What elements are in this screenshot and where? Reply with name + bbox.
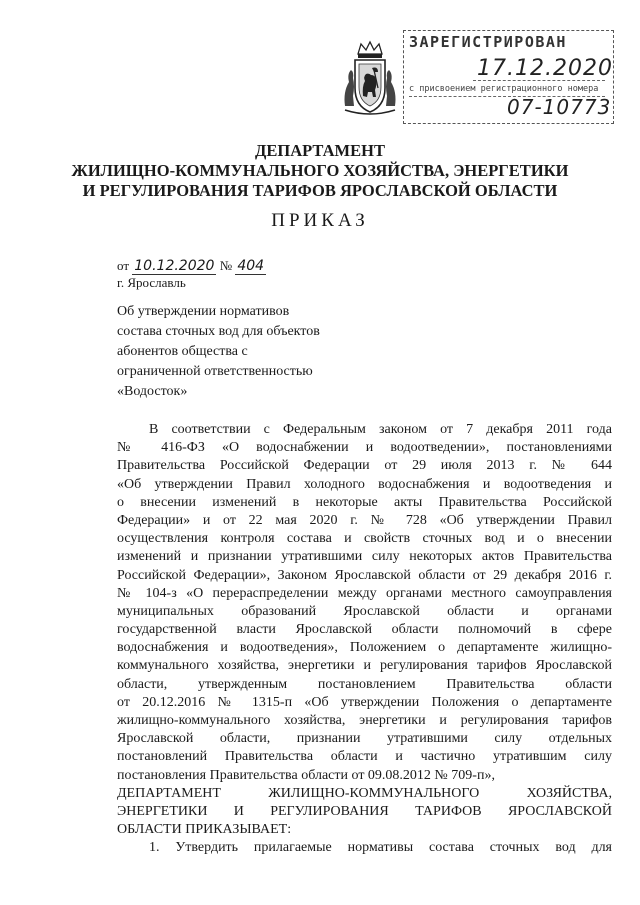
body-line: № 104-з «О перераспределении между органами местного самоуправления	[117, 585, 612, 601]
body-line: изменений и признании утратившими силу некоторых актов Правительства	[117, 549, 612, 565]
body-line: постановлений Правительства области и частично утратившим силу	[117, 749, 612, 765]
body-line: 1. Утвердить прилагаемые нормативы состава сточных вод для	[149, 840, 612, 856]
subject-line: Об утверждении нормативов	[117, 304, 290, 319]
stamp-title: ЗАРЕГИСТРИРОВАН	[409, 33, 567, 51]
stamp-date-underline	[473, 80, 605, 81]
order-body	[117, 421, 612, 858]
subject-line: состава сточных вод для объектов	[117, 324, 320, 339]
body-line: ДЕПАРТАМЕНТ ЖИЛИЩНО-КОММУНАЛЬНОГО ХОЗЯЙСТВА,	[117, 785, 612, 801]
body-line: «Об утверждении Правил холодного водоснабжения и водоотведения и	[117, 476, 612, 492]
order-subject	[117, 302, 377, 402]
body-line: от 20.12.2016 № 1315-п «Об утверждении Положения о департаменте	[117, 694, 612, 710]
order-title: ПРИКАЗ	[271, 210, 369, 231]
department-title-line-3: И РЕГУЛИРОВАНИЯ ТАРИФОВ ЯРОСЛАВСКОЙ ОБЛАСТИ	[82, 181, 558, 200]
order-date: 10.12.2020	[134, 258, 215, 274]
body-line: № 416-ФЗ «О водоснабжении и водоотведении», постановлениями	[117, 440, 612, 456]
number-prefix: №	[219, 258, 233, 273]
department-title-line-2: ЖИЛИЩНО-КОММУНАЛЬНОГО ХОЗЯЙСТВА, ЭНЕРГЕТИКИ	[71, 161, 569, 180]
body-line: осуществления контроля состава и свойств сточных вод и о внесении	[117, 531, 612, 547]
body-line: коммунального хозяйства, энергетики и регулирования тарифов Ярославской	[117, 658, 612, 674]
registration-stamp	[403, 30, 614, 124]
body-line: Российской Федерации», Законом Ярославской области от 29 декабря 2016 г.	[117, 567, 612, 583]
body-line: муниципальных образований Ярославской области и органами	[117, 603, 612, 619]
department-title-line-1: ДЕПАРТАМЕНТ	[255, 141, 385, 160]
subject-line: ограниченной ответственностью	[117, 364, 313, 379]
body-line: ОБЛАСТИ ПРИКАЗЫВАЕТ:	[117, 822, 292, 838]
order-number: 404	[237, 258, 265, 274]
order-city: г. Ярославль	[117, 275, 186, 290]
body-line: о внесении изменений в некоторые акты Правительства Российской	[117, 494, 612, 510]
body-line: государственной власти Ярославской области полномочий в сфере	[117, 622, 612, 638]
body-line: водоснабжения и водоотведения», Положением о департаменте жилищно-	[117, 640, 612, 656]
stamp-handwritten-date: 17.12.2020	[477, 56, 613, 81]
coat-of-arms-emblem	[341, 40, 399, 118]
body-line: В соответствии с Федеральным законом от 7 декабря 2011 года	[149, 422, 612, 437]
stamp-handwritten-number: 07-10773	[507, 95, 612, 119]
subject-line: абонентов общества с	[117, 344, 248, 359]
stamp-subtitle: с присвоением регистрационного номера	[409, 84, 599, 94]
date-prefix: от	[117, 258, 130, 273]
body-line: области, утвержденным постановлением Правительства области	[117, 676, 612, 692]
body-line: Федерации» и от 22 мая 2020 г. № 728 «Об утверждении Правил	[117, 512, 612, 528]
subject-line: «Водосток»	[117, 384, 188, 399]
body-line: постановления Правительства области от 09.08.2012 № 709-п»,	[117, 767, 495, 783]
body-line: Правительства Российской Федерации от 29 июля 2013 г. № 644	[117, 458, 612, 474]
body-line: жилищно-коммунального хозяйства, энергетики и регулирования тарифов	[117, 713, 612, 728]
order-date-line	[117, 258, 266, 274]
body-line: ЭНЕРГЕТИКИ И РЕГУЛИРОВАНИЯ ТАРИФОВ ЯРОСЛАВСКОЙ	[117, 803, 612, 819]
body-line: Ярославской области, признании утратившими силу отдельных	[117, 731, 612, 747]
